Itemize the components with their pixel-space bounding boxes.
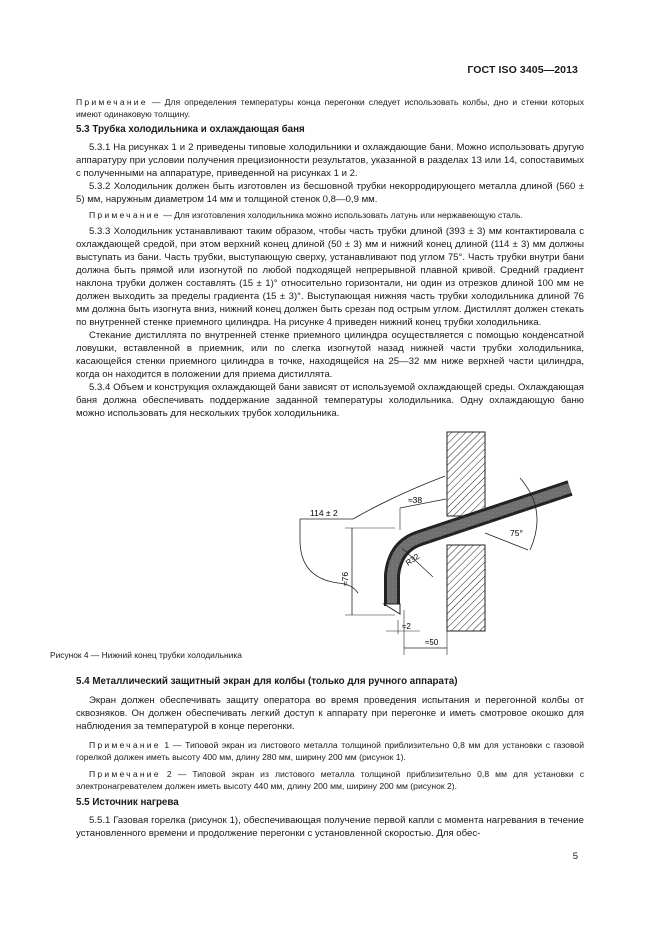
paragraph-5-4: Экран должен обеспечивать защиту оператора во время проведения испытания и перегонной колбы от сквозняков. Он должен обеспечивать легкий доступ к аппарату при перегонке и иметь смотровое окошко для наблюдения за температурой в конце перегонки. <box>76 695 584 732</box>
note-text: Для определения температуры конца перегонки следует использовать колбы, дно и стенки которых имеют одинаковую толщину. <box>76 97 584 119</box>
paragraph-5-5-1: 5.5.1 Газовая горелка (рисунок 1), обеспечивающая получение первой капли с момента нагревания в течение установленного времени и продолжение перегонки с установленной скоростью. Для обес- <box>76 815 584 839</box>
note-label: Примечание <box>89 769 161 779</box>
paragraph-5-3-3-cont: Стекание дистиллята по внутренней стенке приемного цилиндра осуществляется с помощью конденсатной ловушки, вставленной в приемник, или по слегка изогнутой назад нижней части трубки холодильника, касающейся стенки приемного цилиндра в точке, находящейся на 25—32 мм ниже верхней части цилиндра, когда он находится в положении для приема дистиллята. <box>76 330 584 380</box>
figure-caption: Рисунок 4 — Нижний конец трубки холодильника <box>50 650 242 660</box>
tube-cut-end <box>384 604 400 614</box>
note-top <box>76 96 584 120</box>
page-number: 5 <box>572 851 578 862</box>
note-text: 2 — Типовой экран из листового металла толщиной приблизительно 0,8 мм для установки с электронагревателем должен иметь высоту 440 мм, длину 200 мм, ширину 200 мм (рисунок 2). <box>76 769 584 791</box>
note-label: Примечание <box>89 210 161 220</box>
note-dash: — <box>151 97 161 107</box>
section-heading-5-3: 5.3 Трубка холодильника и охлаждающая баня <box>76 124 305 135</box>
dimension-r32: R32 <box>403 551 422 568</box>
bath-wall-lower <box>447 545 485 631</box>
note-5-3-2: Примечание — Для изготовления холодильника можно использовать латунь или нержавеющую сталь. <box>89 210 523 220</box>
dimension-38: ≈38 <box>408 495 423 505</box>
note-5-4-2 <box>76 768 584 792</box>
paragraph-5-3-4: 5.3.4 Объем и конструкция охлаждающей бани зависят от используемой охлаждающей среды. Охлаждающая баня должна обеспечивать поддержание заданной температуры холодильника. Одну охлаждающую баню можно использовать для нескольких трубок холодильника. <box>76 382 584 419</box>
bath-wall-upper <box>447 432 485 516</box>
dimension-114: 114 ± 2 <box>310 508 338 518</box>
figure-4-condenser-tube <box>0 425 661 665</box>
dimension-2: ≈2 <box>402 622 411 631</box>
note-text: 1 — Типовой экран из листового металла толщиной приблизительно 0,8 мм для установки с газовой горелкой должен иметь высоту 400 мм, длину 280 мм, ширину 200 мм (рисунок 1). <box>76 740 585 762</box>
section-heading-5-5: 5.5 Источник нагрева <box>76 797 179 808</box>
paragraph-5-3-2: 5.3.2 Холодильник должен быть изготовлен из бесшовной трубки некорродирующего металла длиной (560 ± 5) мм, наружным диаметром 14 мм и толщиной стенок 0,8—0,9 мм. <box>76 181 584 205</box>
note-text: Для изготовления холодильника можно использовать латунь или нержавеющую сталь. <box>174 210 523 220</box>
paragraph-5-3-3: 5.3.3 Холодильник устанавливают таким образом, чтобы часть трубки длиной (393 ± 3) мм контактировала с охлаждающей средой, при этом верхний конец длиной (50 ± 3) мм и нижний конец длиной (114 ± 3) мм должны выступать из бани. Часть трубки, выступающую сверху, устанавливают под углом 75°. Часть трубки внутри бани должна быть прямой или изогнутой по любой подходящей непрерывной плавной кривой. Средний градиент наклона трубки должен составлять (15 ± 1)° относительно горизонтали, ни один из отрезков длиной 100 мм не должен выходить за пределы градиента (15 ± 3)°. Выступающая нижняя часть трубки холодильника длиной 76 мм должна быть изогнута вниз, нижний конец должен быть срезан под острым углом. Дистиллят должен стекать по внутренней стенке приемного цилиндра. На рисунке 4 приведен нижний конец трубки холодильника. <box>76 226 584 328</box>
paragraph-5-3-1: 5.3.1 На рисунках 1 и 2 приведены типовые холодильники и охлаждающие бани. Можно использовать другую аппаратуру при условии получения прецизионности результатов, указанной в разделах 13 или 14, сопоставимых с полученными на аппаратуре, приведенной на рисунках 1 и 2. <box>76 142 584 179</box>
dimension-angle-75: 75° <box>510 528 523 538</box>
note-label: Примечание <box>76 97 148 107</box>
dimension-76: ≈76 <box>340 571 350 586</box>
document-header: ГОСТ ISO 3405—2013 <box>467 64 578 76</box>
dimension-50: ≈50 <box>425 638 439 647</box>
section-heading-5-4: 5.4 Металлический защитный экран для колбы (только для ручного аппарата) <box>76 676 458 687</box>
note-5-4-1 <box>76 739 584 763</box>
note-label: Примечание <box>89 740 161 750</box>
